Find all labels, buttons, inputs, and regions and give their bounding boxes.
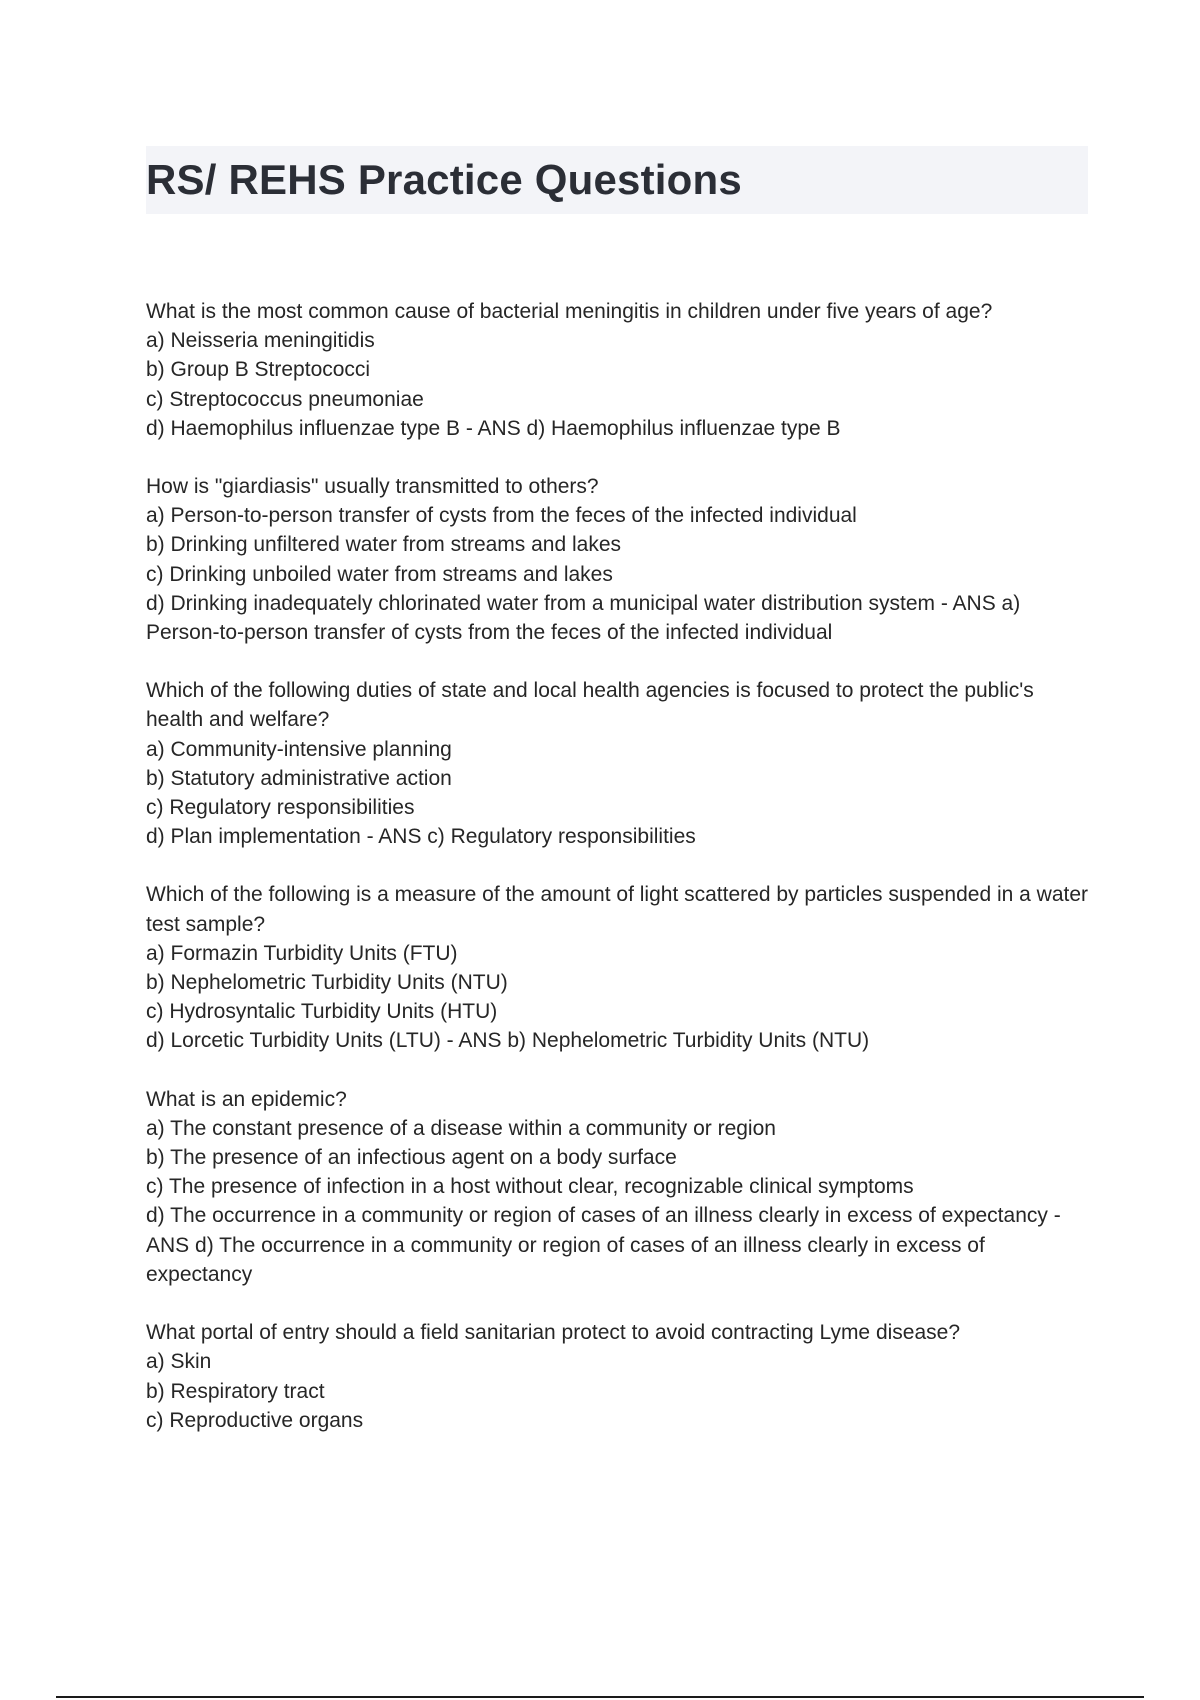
- answer-option-with-key: d) The occurrence in a community or region of cases of an illness clearly in excess of expectancy - ANS d) The occurrence in a community or region of cases of an illness clearly in excess of expectancy: [146, 1204, 1061, 1286]
- answer-option-with-key: d) Haemophilus influenzae type B - ANS d) Haemophilus influenzae type B: [146, 416, 841, 440]
- answer-option: b) Statutory administrative action: [146, 766, 452, 790]
- page-title: RS/ REHS Practice Questions: [146, 156, 742, 203]
- answer-option: a) Person-to-person transfer of cysts from the feces of the infected individual: [146, 504, 857, 528]
- answer-option: a) Formazin Turbidity Units (FTU): [146, 941, 458, 965]
- question-text: Which of the following duties of state and local health agencies is focused to protect the public's health and welfare?: [146, 679, 1034, 732]
- answer-option: c) Regulatory responsibilities: [146, 796, 415, 820]
- question-block-6: [146, 1318, 1088, 1435]
- answer-option: b) Respiratory tract: [146, 1379, 325, 1403]
- answer-option: a) Neisseria meningitidis: [146, 329, 375, 353]
- question-block-4: [146, 880, 1088, 1055]
- answer-option: c) Reproductive organs: [146, 1408, 364, 1432]
- answer-option: c) Hydrosyntalic Turbidity Units (HTU): [146, 1000, 498, 1024]
- question-text: Which of the following is a measure of the amount of light scattered by particles suspended in a water test sample?: [146, 883, 1089, 936]
- footer-divider: [56, 1696, 1144, 1698]
- question-text: What portal of entry should a field sanitarian protect to avoid contracting Lyme disease?: [146, 1321, 961, 1345]
- question-block-5: [146, 1085, 1088, 1289]
- question-block-3: [146, 676, 1088, 851]
- answer-option: b) Drinking unfiltered water from streams and lakes: [146, 533, 622, 557]
- question-list: [146, 297, 1088, 1464]
- question-block-2: [146, 472, 1088, 647]
- question-text: How is "giardiasis" usually transmitted to others?: [146, 475, 599, 499]
- answer-option: b) Nephelometric Turbidity Units (NTU): [146, 971, 508, 995]
- title-band: [146, 146, 1088, 214]
- answer-option: a) The constant presence of a disease within a community or region: [146, 1116, 776, 1140]
- question-text: What is the most common cause of bacterial meningitis in children under five years of age?: [146, 300, 993, 323]
- question-text: What is an epidemic?: [146, 1087, 347, 1111]
- answer-option-with-key: d) Plan implementation - ANS c) Regulatory responsibilities: [146, 825, 696, 849]
- answer-option: b) The presence of an infectious agent on a body surface: [146, 1146, 677, 1170]
- answer-option: b) Group B Streptococci: [146, 358, 371, 382]
- answer-option: c) The presence of infection in a host without clear, recognizable clinical symptoms: [146, 1175, 914, 1199]
- answer-option: c) Streptococcus pneumoniae: [146, 387, 424, 411]
- answer-option-with-key: d) Lorcetic Turbidity Units (LTU) - ANS b) Nephelometric Turbidity Units (NTU): [146, 1029, 870, 1053]
- answer-option: a) Skin: [146, 1350, 212, 1374]
- answer-option: c) Drinking unboiled water from streams and lakes: [146, 562, 613, 586]
- answer-option-with-key: d) Drinking inadequately chlorinated water from a municipal water distribution system - ANS a) Person-to-person transfer of cysts from the feces of the infected individual: [146, 591, 1021, 645]
- question-block-1: [146, 297, 1088, 443]
- answer-option: a) Community-intensive planning: [146, 737, 452, 761]
